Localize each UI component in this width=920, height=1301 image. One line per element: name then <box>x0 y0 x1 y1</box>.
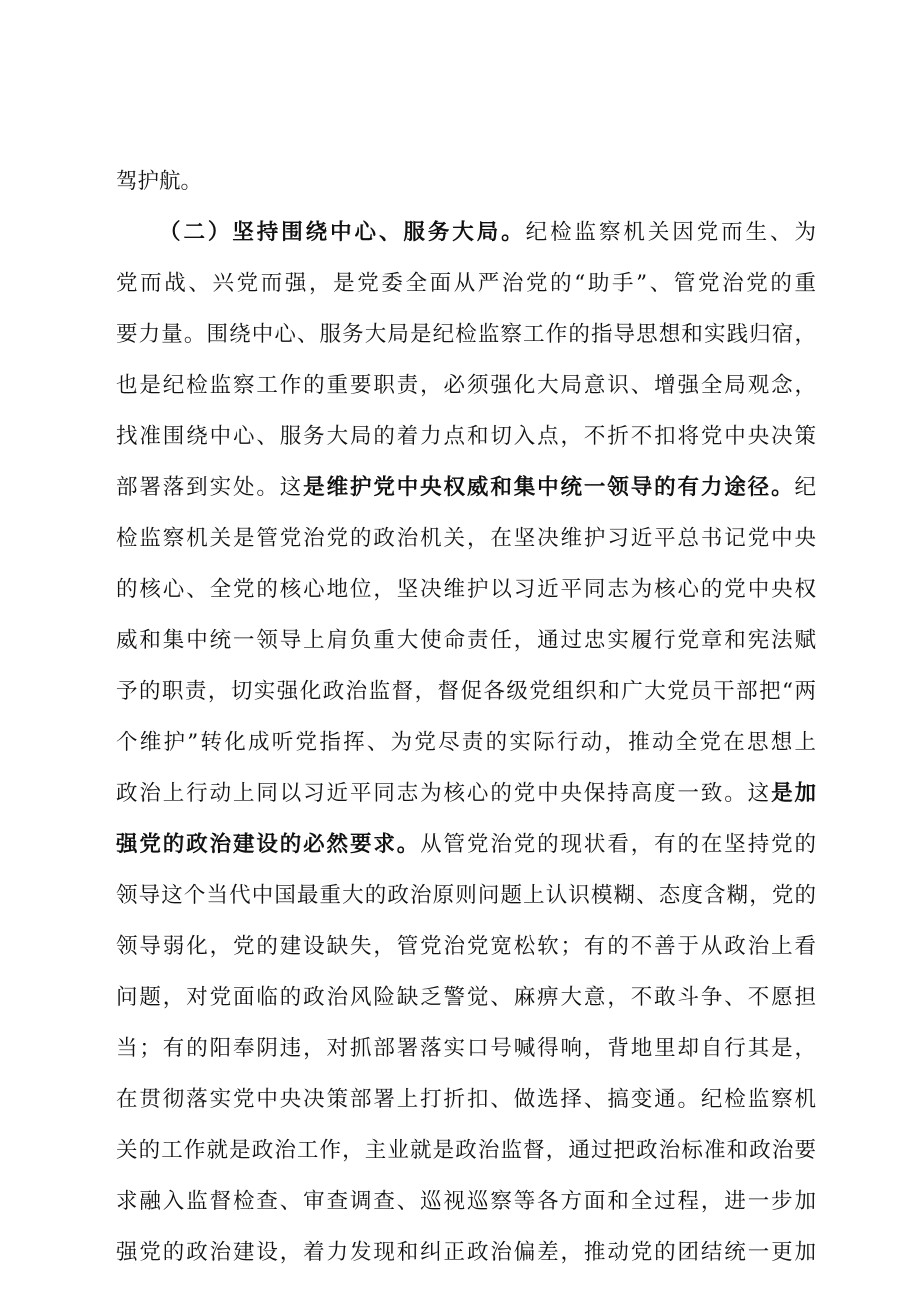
text-segment: 纪检监察机关因党而生、为 <box>525 220 816 245</box>
bold-phrase: 强党的政治建设的必然要求。 <box>116 832 421 857</box>
text-segment: 也是纪检监察工作的重要职责，必须强化大局意识、增强全局观念， <box>116 373 816 398</box>
text-segment: 关的工作就是政治工作，主业就是政治监督，通过把政治标准和政治要 <box>116 1138 816 1163</box>
text-segment: 领导弱化，党的建设缺失，管党治党宽松软；有的不善于从政治上看 <box>116 934 816 959</box>
text-line <box>116 575 816 605</box>
text-line <box>116 779 816 809</box>
text-segment: 要力量。围绕中心、服务大局是纪检监察工作的指导思想和实践归宿， <box>116 322 816 347</box>
bold-phrase: 是加 <box>771 781 816 806</box>
text-line <box>116 932 816 962</box>
bold-phrase: 是维护党中央权威和集中统一领导的有力途径。 <box>303 475 795 500</box>
text-segment: 从管党治党的现状看，有的在坚持党的 <box>420 832 816 857</box>
text-line <box>116 881 816 911</box>
text-segment: 驾护航。 <box>116 169 203 194</box>
text-line <box>116 320 816 350</box>
text-line <box>116 1187 816 1217</box>
text-line <box>116 677 816 707</box>
text-line <box>116 524 816 554</box>
text-segment: 予的职责，切实强化政治监督，督促各级党组织和广大党员干部把“两 <box>116 679 816 704</box>
text-segment: 强党的政治建设，着力发现和纠正政治偏差，推动党的团结统一更加 <box>116 1240 816 1265</box>
text-segment: 找准围绕中心、服务大局的着力点和切入点，不折不扣将党中央决策 <box>116 424 816 449</box>
text-segment: 领导这个当代中国最重大的政治原则问题上认识模糊、态度含糊，党的 <box>116 883 816 908</box>
text-line <box>116 1034 816 1064</box>
section-heading: （二）坚持围绕中心、服务大局。 <box>159 220 526 245</box>
text-segment: 部署落到实处。这 <box>116 475 304 500</box>
text-segment: 个维护”转化成听党指挥、为党尽责的实际行动，推动全党在思想上 <box>116 730 816 755</box>
text-line <box>116 626 816 656</box>
text-segment: 纪 <box>794 475 816 500</box>
section-heading-line <box>159 218 816 248</box>
text-segment: 检监察机关是管党治党的政治机关，在坚决维护习近平总书记党中央 <box>116 526 816 551</box>
text-segment: 当；有的阳奉阴违，对抓部署落实口号喊得响，背地里却自行其是， <box>116 1036 816 1061</box>
text-segment: 求融入监督检查、审查调查、巡视巡察等各方面和全过程，进一步加 <box>116 1189 816 1214</box>
text-line <box>116 830 816 860</box>
text-segment: 问题，对党面临的政治风险缺乏警觉、麻痹大意，不敢斗争、不愿担 <box>116 985 816 1010</box>
text-line <box>116 728 816 758</box>
text-segment: 威和集中统一领导上肩负重大使命责任，通过忠实履行党章和宪法赋 <box>116 628 816 653</box>
text-line <box>116 371 816 401</box>
text-line <box>116 269 816 299</box>
text-line <box>116 422 816 452</box>
text-line <box>116 1238 816 1268</box>
text-line <box>116 473 816 503</box>
text-segment: 的核心、全党的核心地位，坚决维护以习近平同志为核心的党中央权 <box>116 577 816 602</box>
text-segment: 政治上行动上同以习近平同志为核心的党中央保持高度一致。这 <box>116 781 772 806</box>
text-line <box>116 1085 816 1115</box>
text-segment: 党而战、兴党而强，是党委全面从严治党的“助手”、管党治党的重 <box>116 271 816 296</box>
text-line <box>116 1136 816 1166</box>
text-segment: 在贯彻落实党中央决策部署上打折扣、做选择、搞变通。纪检监察机 <box>116 1087 816 1112</box>
text-line <box>116 983 816 1013</box>
text-line <box>116 167 816 197</box>
